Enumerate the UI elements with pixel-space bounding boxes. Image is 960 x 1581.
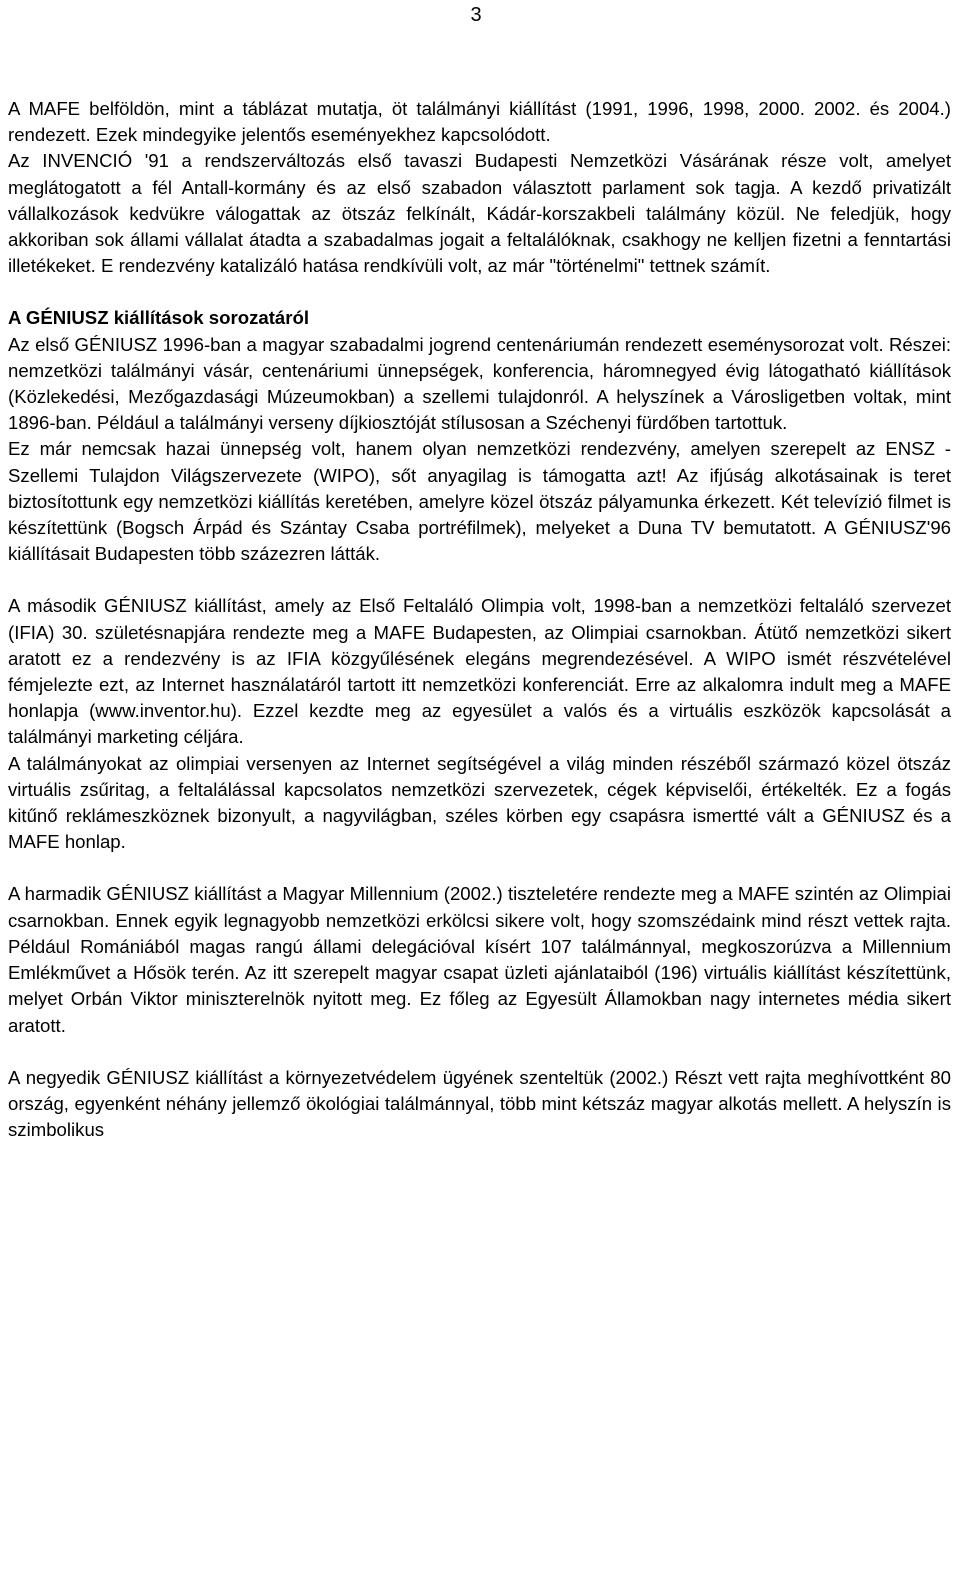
genius-paragraph-4: A találmányokat az olimpiai versenyen az Internet segítségével a világ minden részéből származó közel ötszáz virtuális zsűritag, a feltalálással kapcsolatos nemzetközi szervezetek, cégek képviselői, értékelték. Ez a fogás kitűnő reklámeszköznek bizonyult, a nagyvilágban, széles körben egy csapásra ismertté vált a GÉNIUSZ és a MAFE honlap. [8,752,951,853]
intro-paragraph-2: Az INVENCIÓ '91 a rendszerváltozás első tavaszi Budapesti Nemzetközi Vásárának része volt, amelyet meglátogatott a fél Antall-kormány és az első szabadon választott parlament sok tagja. A kezdő privatizált vállalkozások kedvükre válogattak az ötszáz felkínált, Kádár-korszakbeli találmány közül. Ne feledjük, hogy akkoriban sok állami vállalat átadta a szabadalmas jogait a feltalálóknak, csakhogy ne kelljen fizetni a fenntartási illetékeket. E rendezvény katalizáló hatása rendkívüli volt, az már "történelmi" tettnek számít. [8,150,951,277]
intro-paragraph-1: A MAFE belföldön, mint a táblázat mutatja, öt találmányi kiállítást (1991, 1996, 1998, 2000. 2002. és 2004.) rendezett. Ezek mindegyike jelentős eseményekhez kapcsolódott. [8,98,951,146]
section-heading: A GÉNIUSZ kiállítások sorozatáról [8,307,310,329]
document-body [8,96,951,1143]
genius-paragraph-3: A második GÉNIUSZ kiállítást, amely az Első Feltaláló Olimpia volt, 1998-ban a nemzetközi feltaláló szervezet (IFIA) 30. születésnapjára rendezte meg a MAFE Budapesten, az Olimpiai csarnokban. Átütő nemzetközi sikert aratott ez a rendezvény is az IFIA közgyűlésének elegáns megrendezésével. A WIPO ismét részvételével fémjelezte ezt, az Internet használatáról tartott itt nemzetközi konferenciát. Erre az alkalomra indult meg a MAFE honlapja (www.inventor.hu). Ezzel kezdte meg az egyesület a valós és a virtuális eszközök kapcsolását a találmányi marketing céljára. [8,595,951,748]
paragraph-spacer [8,1039,951,1065]
genius-paragraph-5: A harmadik GÉNIUSZ kiállítást a Magyar Millennium (2002.) tiszteletére rendezte meg a MAFE szintén az Olimpiai csarnokban. Ennek egyik legnagyobb nemzetközi erkölcsi sikere volt, hogy szomszédaink mind részt vettek rajta. Például Romániából magas rangú állami delegációval kísért 107 találmánnyal, megkoszorúzva a Millennium Emlékművet a Hősök terén. Az itt szerepelt magyar csapat üzleti ajánlataiból (196) virtuális kiállítást készítettünk, melyet Orbán Viktor miniszterelnök nyitott meg. Ez főleg az Egyesült Államokban nagy internetes média sikert aratott. [8,883,951,1036]
paragraph-spacer [8,567,951,593]
page-number: 3 [470,4,482,26]
paragraph-spacer [8,279,951,305]
genius-paragraph-1: Az első GÉNIUSZ 1996-ban a magyar szabadalmi jogrend centenáriumán rendezett eseménysorozat volt. Részei: nemzetközi találmányi vásár, centenáriumi ünnepségek, konferencia, háromnegyed évig látogatható kiállítások (Közlekedési, Mezőgazdasági Múzeumokban) a szellemi tulajdonról. A helyszínek a Városligetben voltak, mint 1896-ban. Például a találmányi verseny díjkiosztóját stílusosan a Széchenyi fürdőben tartottuk. [8,333,951,434]
paragraph-spacer [8,855,951,881]
genius-paragraph-2: Ez már nemcsak hazai ünnepség volt, hanem olyan nemzetközi rendezvény, amelyen szerepelt az ENSZ - Szellemi Tulajdon Világszervezete (WIPO), sőt anyagilag is támogatta azt! Az ifjúság alkotásainak is teret biztosítottunk egy nemzetközi kiállítás keretében, amelyre közel ötszáz pályamunka érkezett. Két televízió filmet is készítettünk (Bogsch Árpád és Szántay Csaba portréfilmek), melyeket a Duna TV bemutatott. A GÉNIUSZ'96 kiállításait Budapesten több százezren látták. [8,438,951,565]
genius-paragraph-6: A negyedik GÉNIUSZ kiállítást a környezetvédelem ügyének szenteltük (2002.) Részt vett rajta meghívottként 80 ország, egyenként néhány jellemző ökológiai találmánnyal, több mint kétszáz magyar alkotás mellett. A helyszín is szimbolikus [8,1066,951,1141]
